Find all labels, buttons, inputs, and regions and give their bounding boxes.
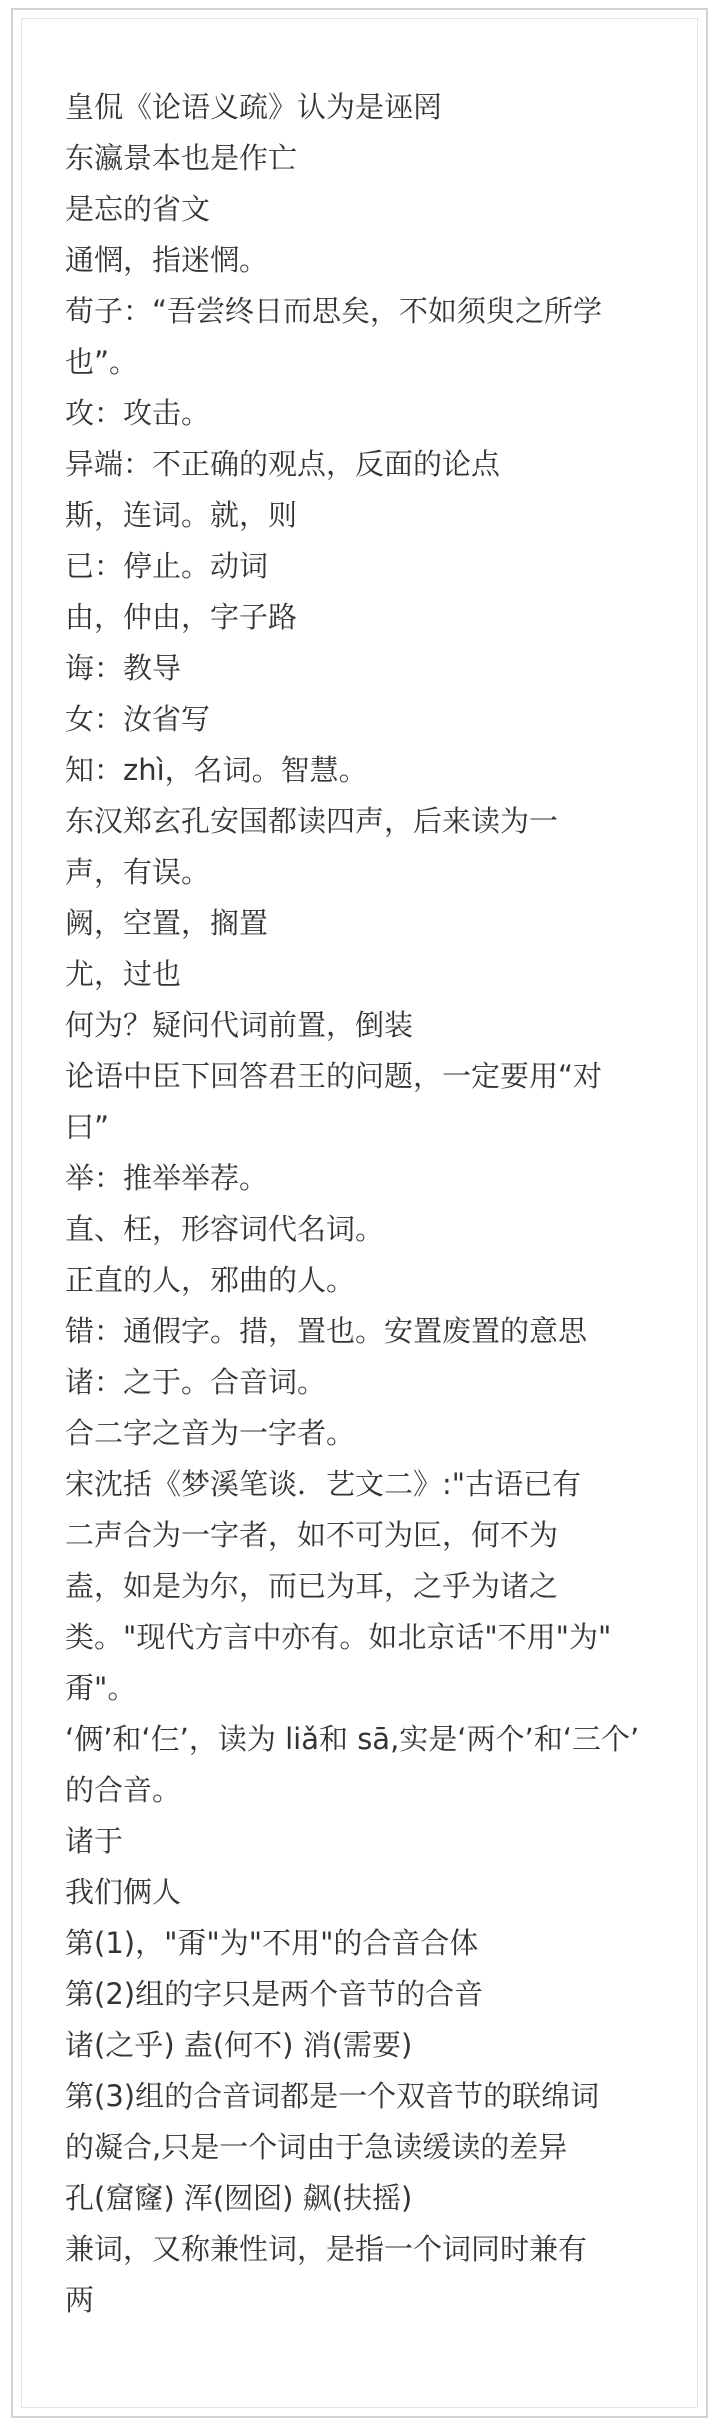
text-line: 诲：教导 [65,651,182,685]
text-line: 知：zhì，名词。智慧。 [65,753,368,787]
text-line: 东汉郑玄孔安国都读四声，后来读为一 [65,804,559,838]
text-line: ‘俩’和‘仨’，读为 liǎ和 sā,实是‘两个’和‘三个’ [65,1722,640,1756]
text-line: 女：汝省写 [65,702,211,736]
text-line: 诸于 [65,1824,124,1858]
text-line: 也”。 [65,345,139,379]
text-line: 第(1)，"甭"为"不用"的合音合体 [65,1926,479,1960]
text-line: 荀子：“吾尝终日而思矣，不如须臾之所学 [65,294,603,328]
text-line: 通惘，指迷惘。 [65,243,269,277]
document-body [65,82,645,2326]
text-line: 尤，过也 [65,957,182,991]
text-line: 兼词，又称兼性词，是指一个词同时兼有 [65,2232,588,2266]
text-line: 错：通假字。措，置也。安置废置的意思 [65,1314,588,1348]
text-line: 东瀛景本也是作亡 [65,141,298,175]
text-line: 类。"现代方言中亦有。如北京话"不用"为" [65,1620,612,1654]
text-line: 阙，空置，搁置 [65,906,269,940]
text-line: 的凝合,只是一个词由于急读缓读的差异 [65,2130,568,2164]
text-line: 我们俩人 [65,1875,182,1909]
text-line: 声，有误。 [65,855,211,889]
text-line: 已：停止。动词 [65,549,269,583]
text-line: 是忘的省文 [65,192,211,226]
text-line: 第(2)组的字只是两个音节的合音 [65,1977,484,2011]
text-line: 合二字之音为一字者。 [65,1416,356,1450]
text-line: 宋沈括《梦溪笔谈．艺文二》:"古语已有 [65,1467,582,1501]
text-line: 盍，如是为尔，而已为耳，之乎为诸之 [65,1569,559,1603]
text-line: 异端：不正确的观点，反面的论点 [65,447,501,481]
text-line: 论语中臣下回答君王的问题，一定要用“对 [65,1059,603,1093]
text-line: 两 [65,2283,95,2317]
text-line: 何为？疑问代词前置，倒装 [65,1008,414,1042]
text-line: 曰” [65,1110,110,1144]
text-line: 皇侃《论语义疏》认为是诬罔 [65,90,443,124]
text-line: 第(3)组的合音词都是一个双音节的联绵词 [65,2079,600,2113]
text-line: 正直的人，邪曲的人。 [65,1263,356,1297]
text-line: 诸(之乎) 盍(何不) 消(需要) [65,2028,413,2062]
text-line: 甭"。 [65,1671,137,1705]
text-line: 直、枉，形容词代名词。 [65,1212,385,1246]
text-line: 孔(窟窿) 浑(囫囵) 飙(扶摇) [65,2181,413,2215]
text-line: 举：推举举荐。 [65,1161,269,1195]
text-line: 攻：攻击。 [65,396,211,430]
text-line: 二声合为一字者，如不可为叵，何不为 [65,1518,559,1552]
text-line: 的合音。 [65,1773,182,1807]
text-line: 诸：之于。合音词。 [65,1365,327,1399]
text-line: 由，仲由，字子路 [65,600,298,634]
text-line: 斯，连词。就，则 [65,498,298,532]
